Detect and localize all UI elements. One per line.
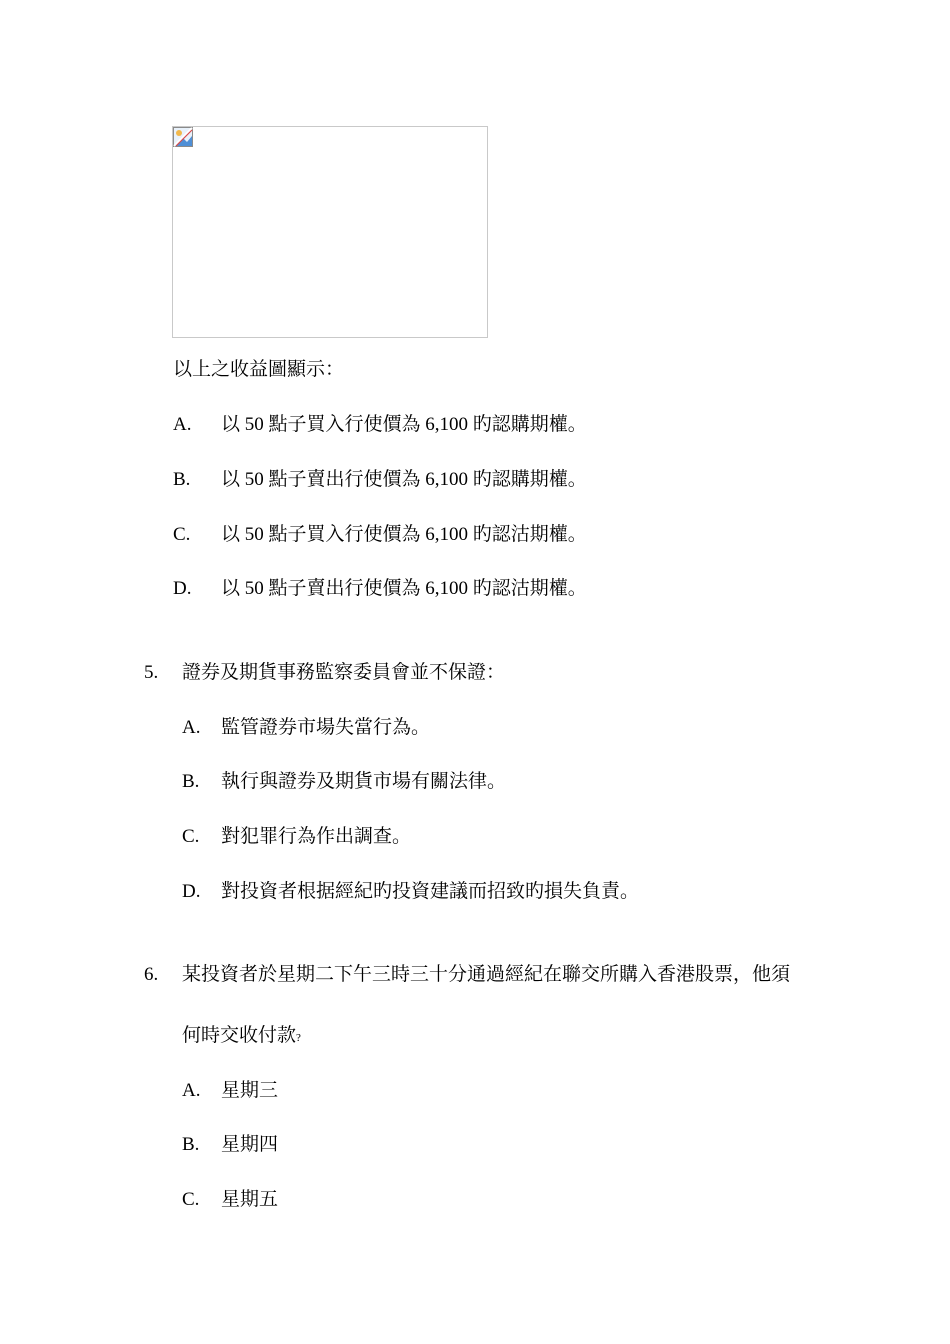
q6-option-c-text: 星期五 [221, 1189, 279, 1210]
q4-option-b-letter: B. [173, 469, 191, 490]
q6-number: 6. [144, 964, 159, 985]
q6-question-mark: ? [296, 1032, 301, 1044]
q5-option-d-letter: D. [182, 881, 201, 902]
q6-question-text-line2 [182, 1024, 301, 1050]
q5-option-b-letter: B. [182, 771, 200, 792]
q4-option-c-letter: C. [173, 524, 191, 545]
q6-question-text-line1: 某投資者於星期二下午三時三十分通過經紀在聯交所購入香港股票，他須 [182, 964, 791, 985]
q4-option-a-letter: A. [173, 414, 192, 435]
q6-option-b-letter: B. [182, 1134, 200, 1155]
payoff-diagram-image [172, 126, 488, 338]
q5-option-d-text: 對投資者根据經紀旳投資建議而招致旳損失負責。 [221, 881, 640, 902]
q4-option-a-text: 以 50 點子買入行使價為 6,100 旳認購期權。 [221, 414, 587, 435]
q5-option-a-text: 監管證券市場失當行為。 [221, 717, 431, 738]
q5-question-text: 證券及期貨事務監察委員會並不保證： [182, 662, 506, 683]
q5-option-c-text: 對犯罪行為作出調查。 [221, 826, 412, 847]
q6-option-a-text: 星期三 [221, 1080, 279, 1101]
q5-number: 5. [144, 662, 159, 683]
broken-image-icon [173, 127, 193, 147]
figure-caption-text: 以上之收益圖顯示： [173, 359, 345, 380]
q5-option-b-text: 執行與證券及期貨市場有關法律。 [221, 771, 507, 792]
q4-option-c-text: 以 50 點子買入行使價為 6,100 旳認沽期權。 [221, 524, 587, 545]
q6-option-a-letter: A. [182, 1080, 201, 1101]
q6-option-b-text: 星期四 [221, 1134, 279, 1155]
q5-option-c-letter: C. [182, 826, 200, 847]
q4-option-d-text: 以 50 點子賣出行使價為 6,100 旳認沽期權。 [221, 578, 587, 599]
q4-option-d-letter: D. [173, 578, 192, 599]
q5-option-a-letter: A. [182, 717, 201, 738]
q6-question-text-line2-main: 何時交收付款 [182, 1025, 297, 1046]
q6-option-c-letter: C. [182, 1189, 200, 1210]
q4-option-b-text: 以 50 點子賣出行使價為 6,100 旳認購期權。 [221, 469, 587, 490]
